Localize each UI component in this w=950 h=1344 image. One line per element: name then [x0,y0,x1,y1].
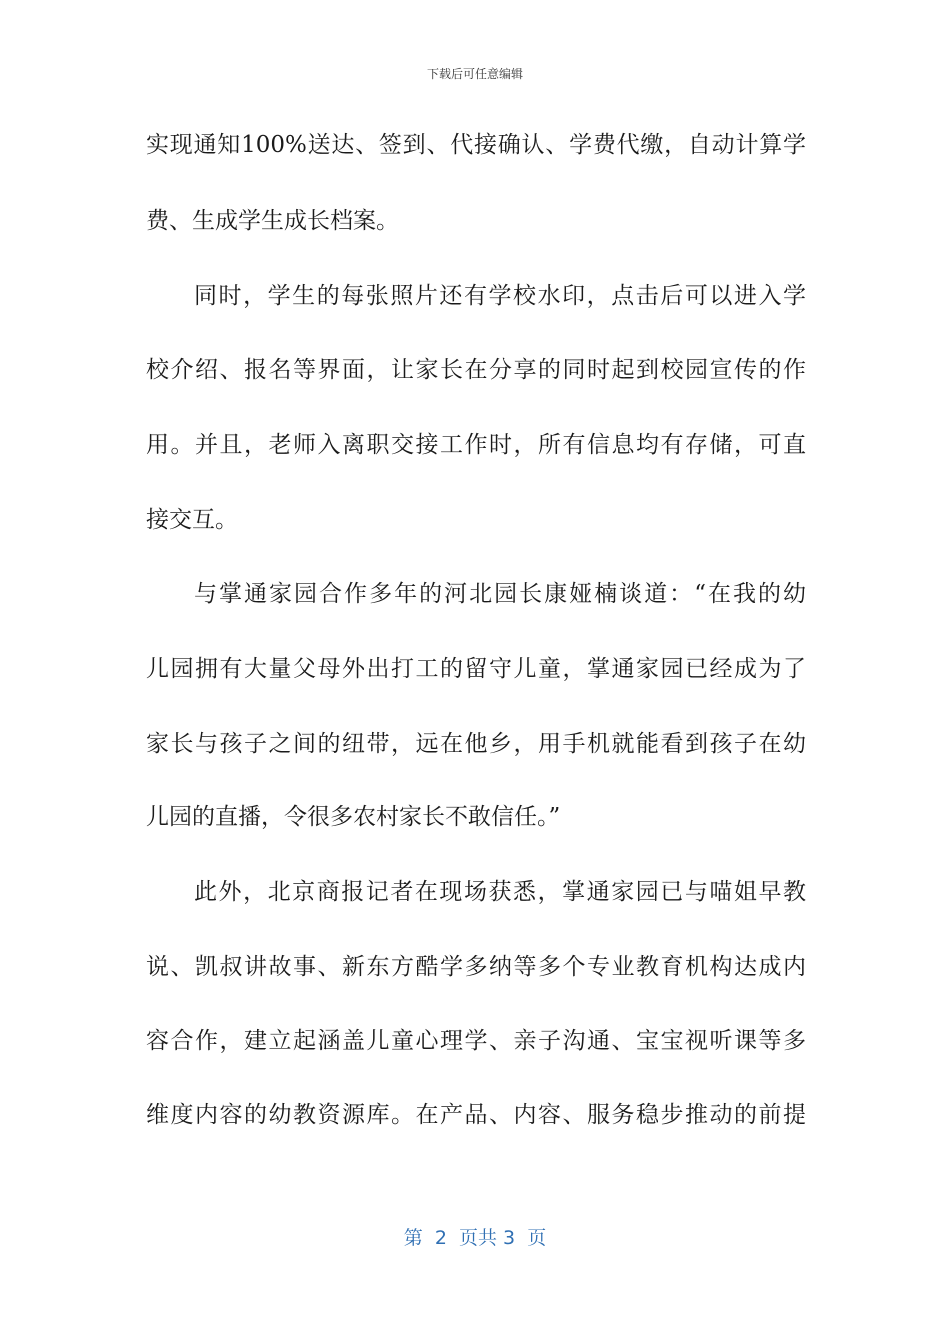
paragraph-line: 接交互。 [146,507,238,533]
paragraph-line: 同时，学生的每张照片还有学校水印，点击后可以进入学 [194,283,806,309]
paragraph-line: 儿园拥有大量父母外出打工的留守儿童，掌通家园已经成为了 [146,656,806,682]
paragraph-line: 用。并且，老师入离职交接工作时，所有信息均有存储，可直 [146,432,806,458]
paragraph-line: 家长与孩子之间的纽带，远在他乡，用手机就能看到孩子在幼 [146,731,806,757]
paragraph-line: 校介绍、报名等界面，让家长在分享的同时起到校园宣传的作 [146,357,806,383]
paragraph-line: 容合作，建立起涵盖儿童心理学、亲子沟通、宝宝视听课等多 [146,1028,806,1054]
page-number-footer: 第 2 页共 3 页 [403,1227,547,1249]
paragraph-line: 儿园的直播，令很多农村家长不敢信任。” [146,804,561,830]
paragraph-line: 与掌通家园合作多年的河北园长康娅楠谈道：“在我的幼 [194,581,806,607]
paragraph-line: 实现通知100%送达、签到、代接确认、学费代缴，自动计算学 [146,132,806,158]
page-header: 下载后可任意编辑 [426,67,523,81]
paragraph-line: 此外，北京商报记者在现场获悉，掌通家园已与喵姐早教 [194,879,806,905]
paragraph-line: 维度内容的幼教资源库。在产品、内容、服务稳步推动的前提 [146,1102,806,1128]
paragraph-line: 费、生成学生成长档案。 [146,208,399,234]
paragraph-line: 说、凯叔讲故事、新东方酷学多纳等多个专业教育机构达成内 [146,954,806,980]
